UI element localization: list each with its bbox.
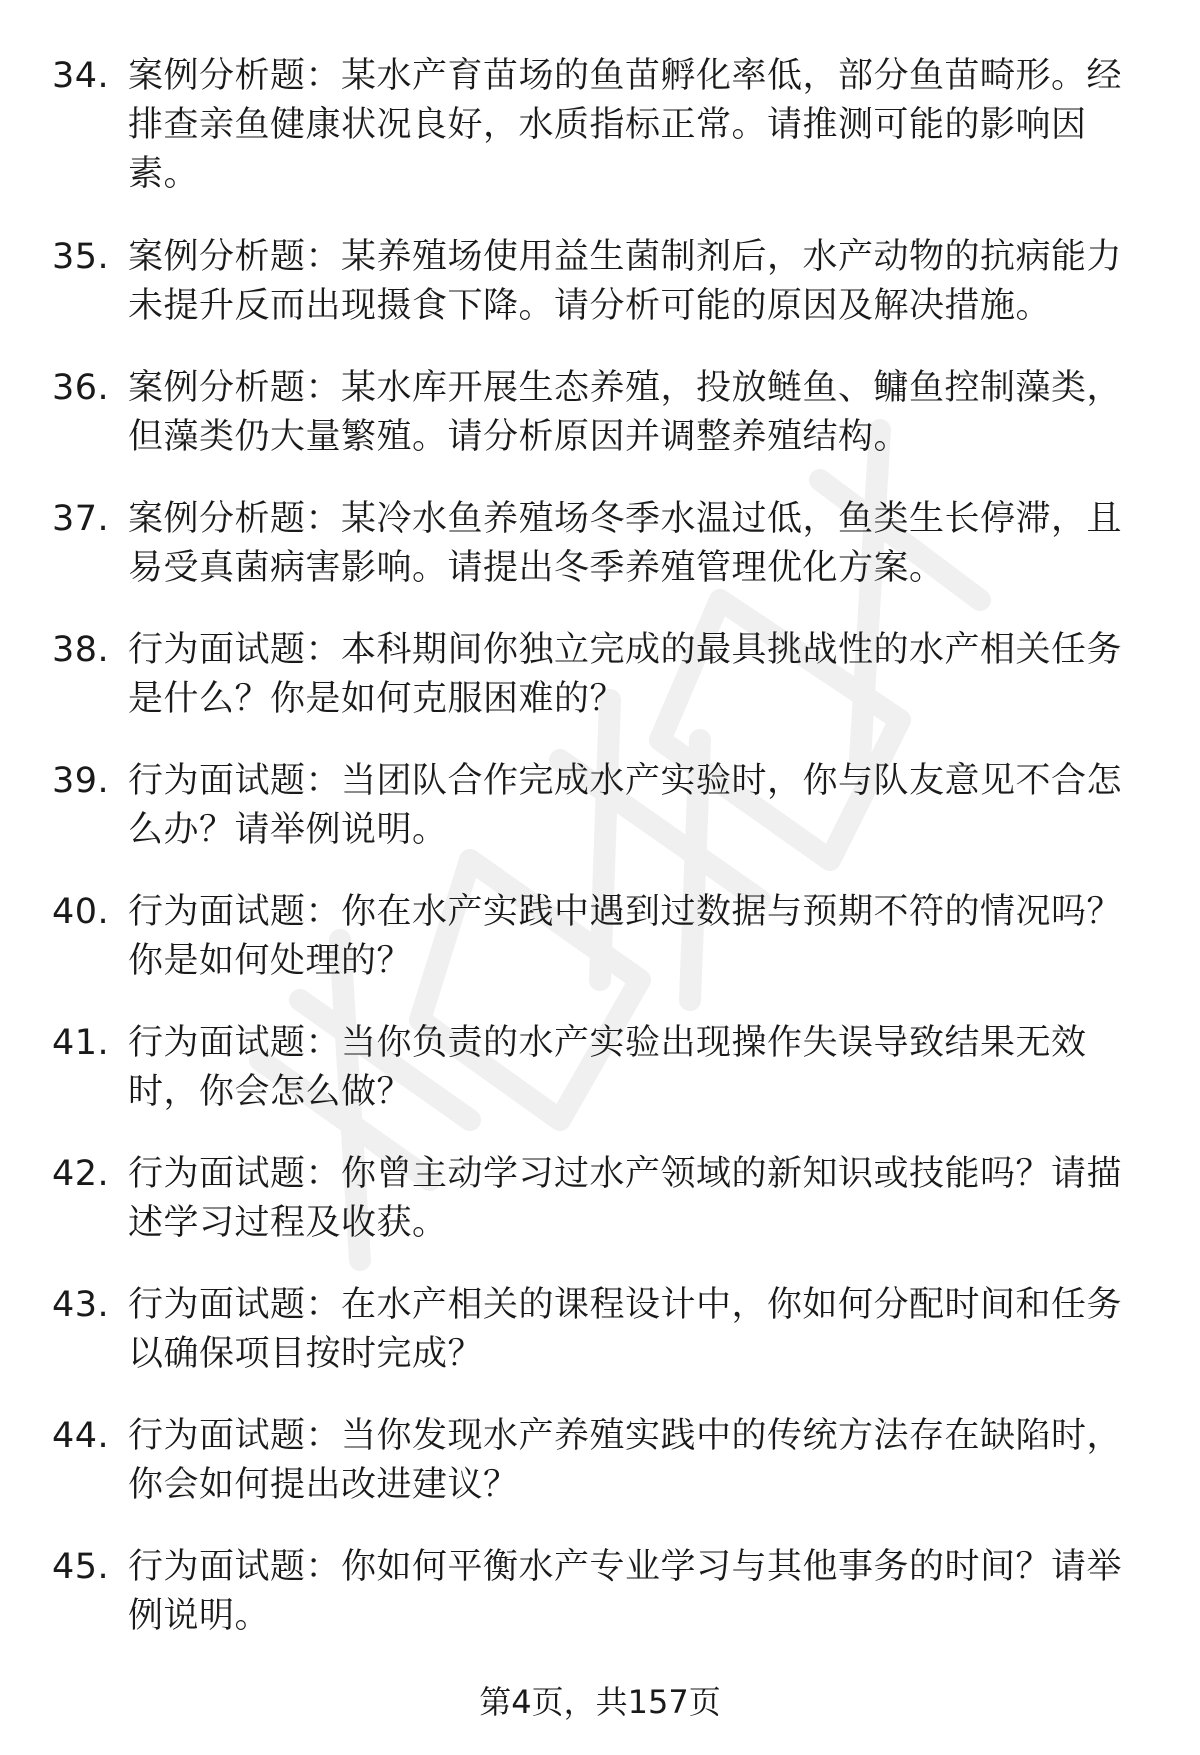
question-text: 行为面试题：你如何平衡水产专业学习与其他事务的时间？请举例说明。 bbox=[128, 1547, 1123, 1636]
question-number: 39. bbox=[52, 761, 110, 801]
list-item bbox=[0, 1412, 1200, 1510]
list-item bbox=[0, 888, 1200, 986]
question-text: 案例分析题：某冷水鱼养殖场冬季水温过低，鱼类生长停滞，且易受真菌病害影响。请提出冬季养殖管理优化方案。 bbox=[128, 499, 1123, 588]
list-item bbox=[0, 52, 1200, 199]
list-item bbox=[0, 1543, 1200, 1641]
page-footer bbox=[0, 1680, 1200, 1724]
list-item bbox=[0, 495, 1200, 593]
question-number: 40. bbox=[52, 892, 110, 932]
question-number: 35. bbox=[52, 237, 110, 277]
question-text: 行为面试题：当你发现水产养殖实践中的传统方法存在缺陷时，你会如何提出改进建议？ bbox=[128, 1416, 1123, 1505]
question-text: 行为面试题：当团队合作完成水产实验时，你与队友意见不合怎么办？请举例说明。 bbox=[128, 761, 1123, 850]
list-item bbox=[0, 757, 1200, 855]
list-item bbox=[0, 1281, 1200, 1379]
question-number: 36. bbox=[52, 368, 110, 408]
question-number: 41. bbox=[52, 1023, 110, 1063]
question-text: 案例分析题：某水产育苗场的鱼苗孵化率低，部分鱼苗畸形。经排查亲鱼健康状况良好，水质指标正常。请推测可能的影响因素。 bbox=[128, 56, 1123, 194]
question-number: 37. bbox=[52, 499, 110, 539]
list-item bbox=[0, 364, 1200, 462]
question-number: 43. bbox=[52, 1285, 110, 1325]
page-number-label: 第4页，共157页 bbox=[479, 1683, 721, 1721]
question-number: 44. bbox=[52, 1416, 110, 1456]
question-text: 案例分析题：某养殖场使用益生菌制剂后，水产动物的抗病能力未提升反而出现摄食下降。请分析可能的原因及解决措施。 bbox=[128, 237, 1123, 326]
question-number: 34. bbox=[52, 56, 110, 96]
list-item bbox=[0, 1019, 1200, 1117]
question-text: 行为面试题：在水产相关的课程设计中，你如何分配时间和任务以确保项目按时完成？ bbox=[128, 1285, 1123, 1374]
question-text: 行为面试题：本科期间你独立完成的最具挑战性的水产相关任务是什么？你是如何克服困难的？ bbox=[128, 630, 1123, 719]
question-number: 38. bbox=[52, 630, 110, 670]
list-item bbox=[0, 1150, 1200, 1248]
list-item bbox=[0, 626, 1200, 724]
question-text: 行为面试题：当你负责的水产实验出现操作失误导致结果无效时，你会怎么做？ bbox=[128, 1023, 1087, 1112]
question-list bbox=[0, 52, 1200, 1674]
question-text: 案例分析题：某水库开展生态养殖，投放鲢鱼、鳙鱼控制藻类，但藻类仍大量繁殖。请分析原因并调整养殖结构。 bbox=[128, 368, 1123, 457]
question-number: 42. bbox=[52, 1154, 110, 1194]
question-number: 45. bbox=[52, 1547, 110, 1587]
list-item bbox=[0, 233, 1200, 331]
question-text: 行为面试题：你在水产实践中遇到过数据与预期不符的情况吗？你是如何处理的？ bbox=[128, 892, 1123, 981]
question-text: 行为面试题：你曾主动学习过水产领域的新知识或技能吗？请描述学习过程及收获。 bbox=[128, 1154, 1123, 1243]
